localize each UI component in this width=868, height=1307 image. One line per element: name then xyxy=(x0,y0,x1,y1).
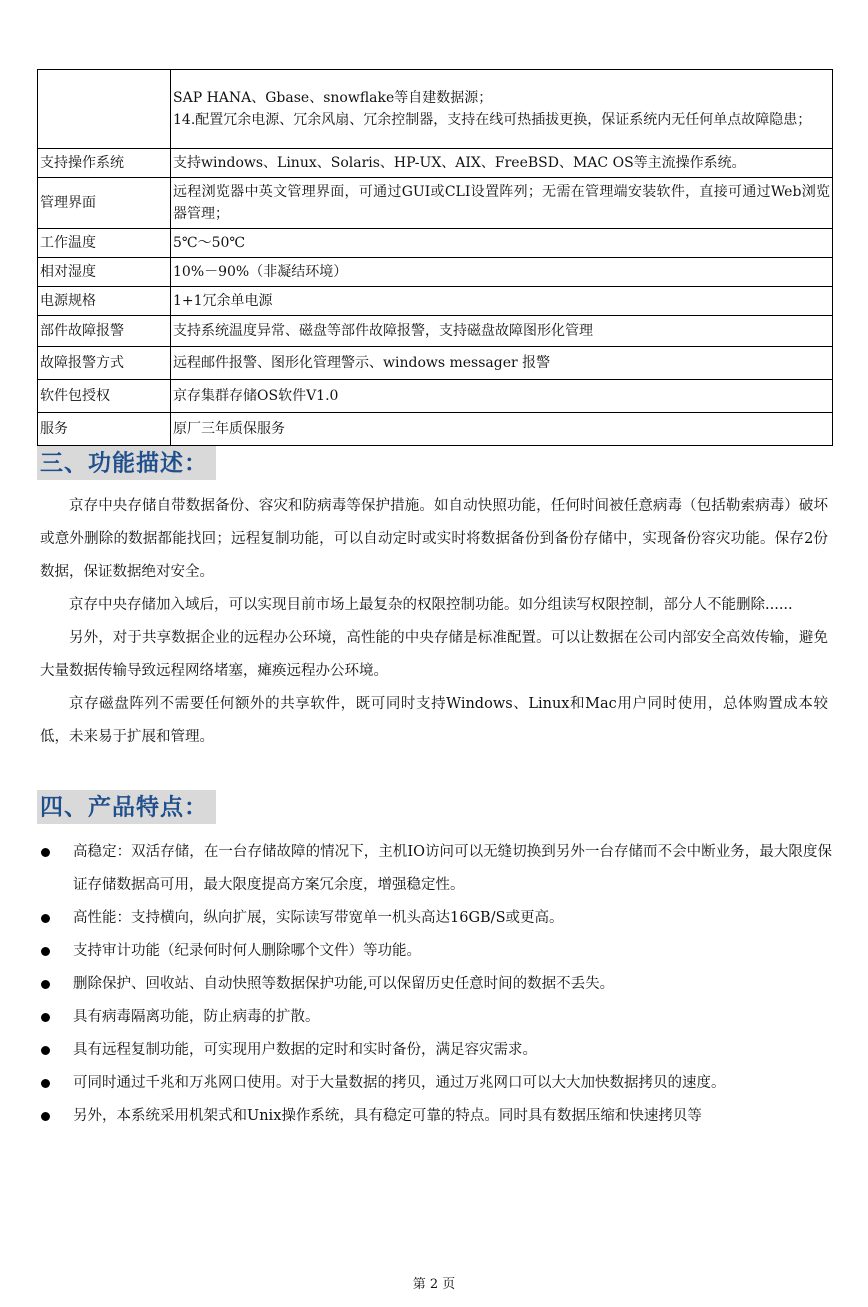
table-row xyxy=(38,287,833,316)
table-row xyxy=(38,347,833,380)
spec-label: 服务 xyxy=(38,413,171,446)
spec-label: 支持操作系统 xyxy=(38,149,171,178)
paragraph: 京存磁盘阵列不需要任何额外的共享软件，既可同时支持Windows、Linux和Mac用户同时使用，总体购置成本较低，未来易于扩展和管理。 xyxy=(40,696,828,745)
bullet-text: 高稳定：双活存储，在一台存储故障的情况下，主机IO访问可以无缝切换到另外一台存储而不会中断业务，最大限度保证存储数据高可用，最大限度提高方案冗余度，增强稳定性。 xyxy=(73,844,832,893)
spec-value: 京存集群存储OS软件V1.0 xyxy=(171,380,833,413)
table-row xyxy=(38,178,833,229)
product-feature-list xyxy=(40,836,832,1133)
spec-label: 故障报警方式 xyxy=(38,347,171,380)
paragraph: 另外，对于共享数据企业的远程办公环境，高性能的中央存储是标准配置。可以让数据在公司内部安全高效传输，避免大量数据传输导致远程网络堵塞，瘫痪远程办公环境。 xyxy=(40,630,828,679)
bullet-text: 支持审计功能（纪录何时何人删除哪个文件）等功能。 xyxy=(73,943,421,959)
table-row xyxy=(38,413,833,446)
list-item xyxy=(40,968,832,1001)
table-row xyxy=(38,316,833,347)
function-description xyxy=(40,490,828,754)
paragraph: 京存中央存储加入域后，可以实现目前市场上最复杂的权限控制功能。如分组读写权限控制，部分人不能删除...... xyxy=(69,597,793,613)
spec-value: 10%－90%（非凝结环境） xyxy=(171,258,833,287)
bullet-text: 高性能：支持横向，纵向扩展，实际读写带宽单一机头高达16GB/S或更高。 xyxy=(73,910,564,926)
spec-label: 管理界面 xyxy=(38,178,171,229)
spec-label: 工作温度 xyxy=(38,229,171,258)
bullet-icon xyxy=(41,1046,50,1055)
list-item xyxy=(40,1001,832,1034)
bullet-icon xyxy=(41,980,50,989)
list-item xyxy=(40,836,832,902)
section-heading-product-features xyxy=(37,790,216,824)
section-heading-features xyxy=(37,446,216,480)
spec-value: 原厂三年质保服务 xyxy=(171,413,833,446)
bullet-text: 具有远程复制功能，可实现用户数据的定时和实时备份，满足容灾需求。 xyxy=(73,1042,537,1058)
bullet-text: 删除保护、回收站、自动快照等数据保护功能,可以保留历史任意时间的数据不丢失。 xyxy=(73,976,615,992)
list-item xyxy=(40,902,832,935)
spec-label xyxy=(38,70,171,149)
table-row xyxy=(38,258,833,287)
list-item xyxy=(40,1067,832,1100)
spec-value: SAP HANA、Gbase、snowflake等自建数据源； 14.配置冗余电源、冗余风扇、冗余控制器，支持在线可热插拔更换，保证系统内无任何单点故障隐患； xyxy=(171,70,833,149)
table-row xyxy=(38,70,833,149)
bullet-icon xyxy=(41,1013,50,1022)
bullet-icon xyxy=(41,947,50,956)
bullet-icon xyxy=(41,914,50,923)
bullet-icon xyxy=(41,1079,50,1088)
section-title: 三、功能描述： xyxy=(40,450,208,477)
spec-value: 支持系统温度异常、磁盘等部件故障报警，支持磁盘故障图形化管理 xyxy=(171,316,833,347)
bullet-text: 另外，本系统采用机架式和Unix操作系统，具有稳定可靠的特点。同时具有数据压缩和快速拷贝等 xyxy=(73,1108,702,1124)
page-number: 第 2 页 xyxy=(412,1277,456,1292)
spec-label: 部件故障报警 xyxy=(38,316,171,347)
spec-value: 1+1冗余单电源 xyxy=(171,287,833,316)
list-item xyxy=(40,1100,832,1133)
paragraph: 京存中央存储自带数据备份、容灾和防病毒等保护措施。如自动快照功能，任何时间被任意病毒（包括勒索病毒）破坏或意外删除的数据都能找回；远程复制功能，可以自动定时或实时将数据备份到备份存储中，实现备份容灾功能。保存2份数据，保证数据绝对安全。 xyxy=(40,498,828,580)
spec-value: 远程浏览器中英文管理界面，可通过GUI或CLI设置阵列；无需在管理端安装软件，直接可通过Web浏览器管理； xyxy=(171,178,833,229)
spec-label: 软件包授权 xyxy=(38,380,171,413)
spec-value: 5℃～50℃ xyxy=(171,229,833,258)
section-title: 四、产品特点： xyxy=(40,794,208,821)
spec-label: 电源规格 xyxy=(38,287,171,316)
table-row xyxy=(38,229,833,258)
table-row xyxy=(38,149,833,178)
spec-value: 支持windows、Linux、Solaris、HP-UX、AIX、FreeBSD、MAC OS等主流操作系统。 xyxy=(171,149,833,178)
bullet-text: 具有病毒隔离功能，防止病毒的扩散。 xyxy=(73,1009,320,1025)
spec-table xyxy=(37,69,833,446)
spec-value: 远程邮件报警、图形化管理警示、windows messager 报警 xyxy=(171,347,833,380)
bullet-icon xyxy=(41,1112,50,1121)
bullet-icon xyxy=(41,848,50,857)
list-item xyxy=(40,1034,832,1067)
bullet-text: 可同时通过千兆和万兆网口使用。对于大量数据的拷贝，通过万兆网口可以大大加快数据拷贝的速度。 xyxy=(73,1075,726,1091)
list-item xyxy=(40,935,832,968)
table-row xyxy=(38,380,833,413)
spec-label: 相对湿度 xyxy=(38,258,171,287)
